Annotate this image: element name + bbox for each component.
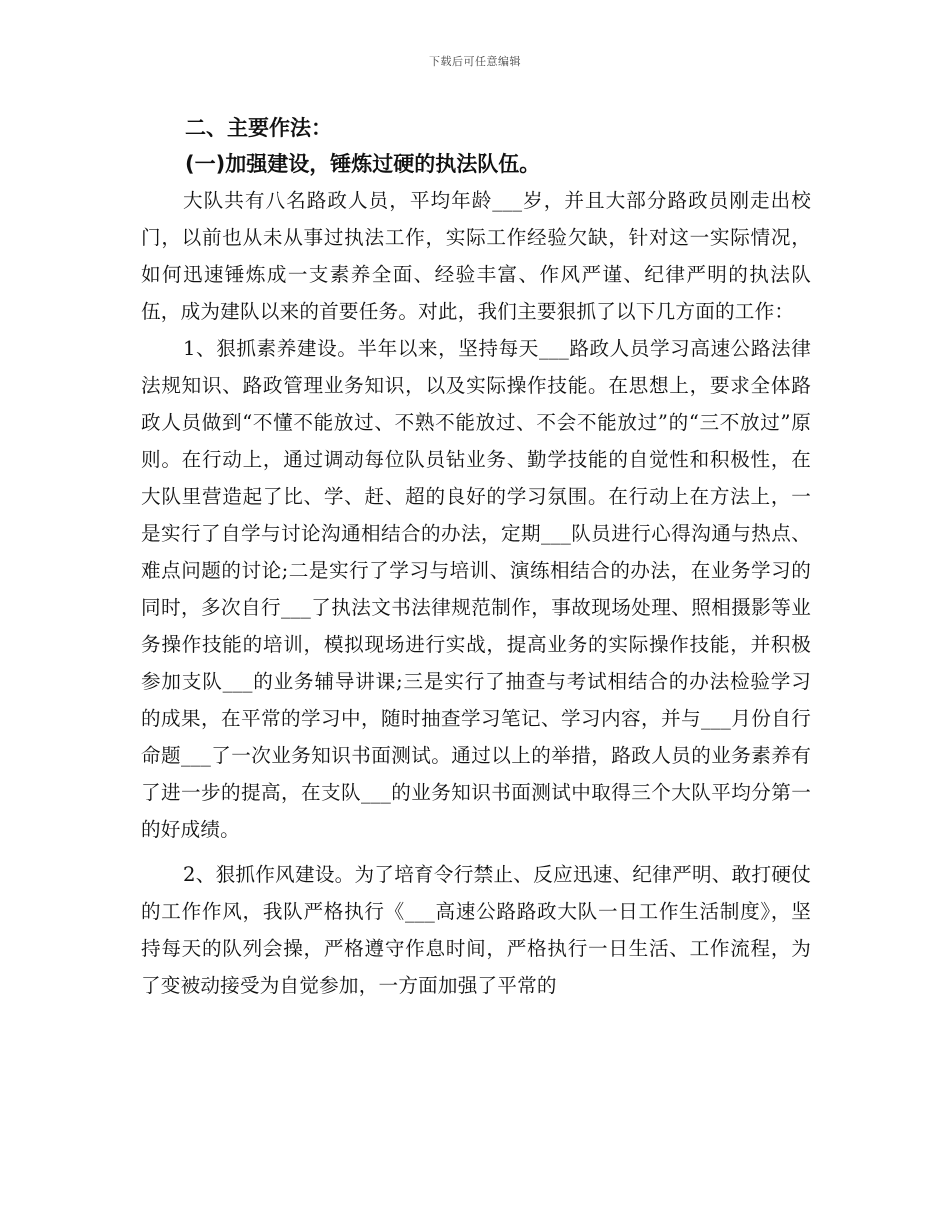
paragraph-team-overview: 大队共有八名路政人员，平均年龄___岁，并且大部分路政员刚走出校门，以前也从未从事过执法工作，实际工作经验欠缺，针对这一实际情况，如何迅速锤炼成一支素养全面、经验丰富、作风严谨、纪律严明的执法队伍，成为建队以来的首要任务。对此，我们主要狠抓了以下几方面的工作： [141, 189, 811, 323]
paragraph-quality-building: 1、狠抓素养建设。半年以来，坚持每天___路政人员学习高速公路法律法规知识、路政管理业务知识，以及实际操作技能。在思想上，要求全体路政人员做到“不懂不能放过、不熟不能放过、不会不能放过”的“三不放过”原则。在行动上，通过调动每位队员钻业务、勤学技能的自觉性和积极性，在大队里营造起了比、学、赶、超的良好的学习氛围。在行动上在方法上，一是实行了自学与讨论沟通相结合的办法，定期___队员进行心得沟通与热点、难点问题的讨论;二是实行了学习与培训、演练相结合的办法，在业务学习的同时，多次自行___了执法文书法律规范制作，事故现场处理、照相摄影等业务操作技能的培训，模拟现场进行实战，提高业务的实际操作技能，并积极参加支队___的业务辅导讲课;三是实行了抽查与考试相结合的办法检验学习的成果，在平常的学习中，随时抽查学习笔记、学习内容，并与___月份自行命题___了一次业务知识书面测试。通过以上的举措，路政人员的业务素养有了进一步的提高，在支队___的业务知识书面测试中取得三个大队平均分第一的好成绩。 [141, 337, 811, 841]
paragraph-style-building: 2、狠抓作风建设。为了培育令行禁止、反应迅速、纪律严明、敢打硬仗的工作作风，我队严格执行《___高速公路路政大队一日工作生活制度》，坚持每天的队列会操，严格遵守作息时间，严格执行一日生活、工作流程，为了变被动接受为自觉参加，一方面加强了平常的 [141, 863, 811, 997]
subsection-title: (一)加强建设，锤炼过硬的执法队伍。 [185, 152, 541, 176]
section-title: 二、主要作法： [185, 116, 332, 140]
page-header-note: 下载后可任意编辑 [429, 55, 521, 68]
document-body [141, 110, 811, 1004]
